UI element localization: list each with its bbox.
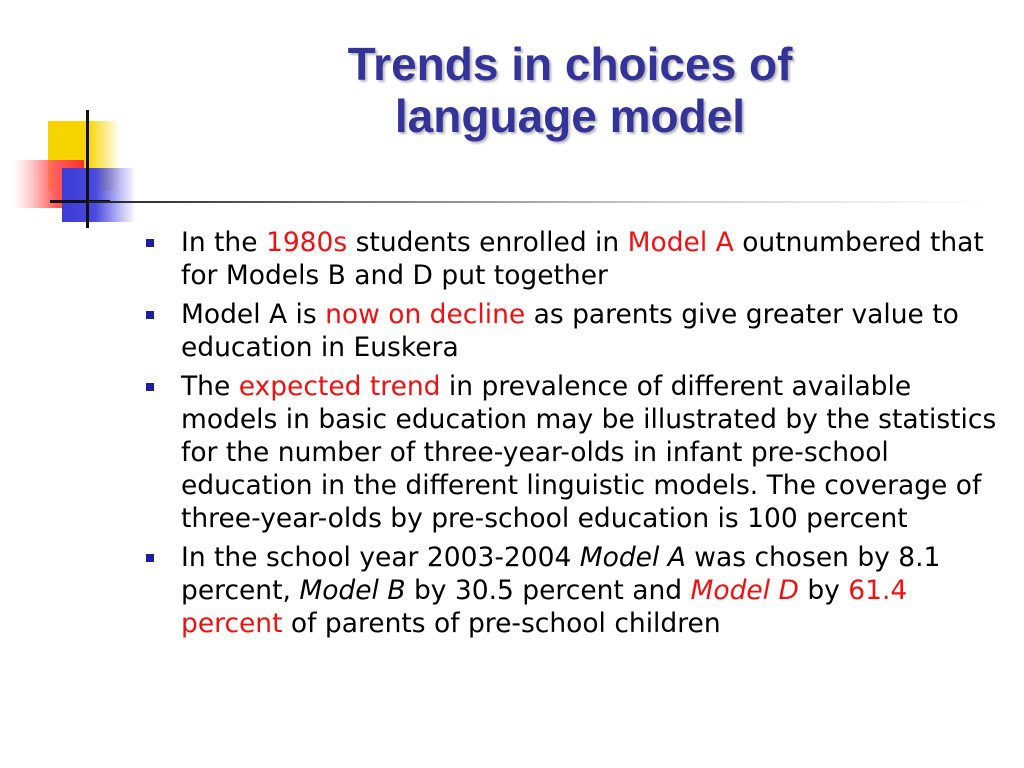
slide-title-line-1: Trends in choices of [347, 38, 793, 90]
bullet-text-run: Model A is [181, 299, 326, 330]
bullet-item [146, 541, 1006, 640]
bullet-text-run: by [798, 575, 849, 606]
bullet-square-icon [146, 239, 154, 247]
bullet-text-run: 61.4 percent [181, 575, 908, 639]
bullet-item [146, 370, 1006, 535]
bullet-text-run: expected trend [238, 371, 441, 402]
bullet-text-run: Model B [299, 575, 406, 606]
bullet-text-run: In the [181, 227, 266, 258]
bullet-text-run: Model A [579, 542, 686, 573]
bullet-item [146, 226, 1006, 292]
bullet-text-run: In the school year 2003-2004 [181, 542, 580, 573]
bullet-text-run: by 30.5 percent and [405, 575, 691, 606]
bullet-text-run: students enrolled in [347, 227, 628, 258]
bullet-text-run: now on decline [325, 299, 526, 330]
bullet-item [146, 298, 1006, 364]
bullet-square-icon [146, 554, 154, 562]
bullet-list [146, 226, 1006, 646]
bullet-text-run: in prevalence of different available models in basic education may be illustrated by the statistics for the number of three-year-olds in infant pre-school education in the different linguistic models. The coverage of three-year-olds by pre-school education is 100 percent [181, 371, 997, 534]
bullet-text-run: 1980s [265, 227, 348, 258]
bullet-square-icon [146, 311, 154, 319]
bullet-text-run: of parents of pre-school children [282, 608, 721, 639]
title-divider [88, 201, 988, 203]
decorative-blue-square [62, 168, 136, 222]
bullet-text-run: outnumbered that for Models B and D put together [181, 227, 984, 291]
decorative-vertical-line [86, 110, 89, 228]
bullet-text-run: Model A [627, 227, 734, 258]
bullet-text-run: Model D [690, 575, 799, 606]
slide-title [140, 38, 1000, 142]
bullet-text-run: The [181, 371, 239, 402]
bullet-square-icon [146, 383, 154, 391]
bullet-text-run: was chosen by 8.1 percent, [181, 542, 941, 606]
bullet-text-run: as parents give greater value to education in Euskera [181, 299, 959, 363]
slide-title-line-2: language model [394, 90, 746, 142]
